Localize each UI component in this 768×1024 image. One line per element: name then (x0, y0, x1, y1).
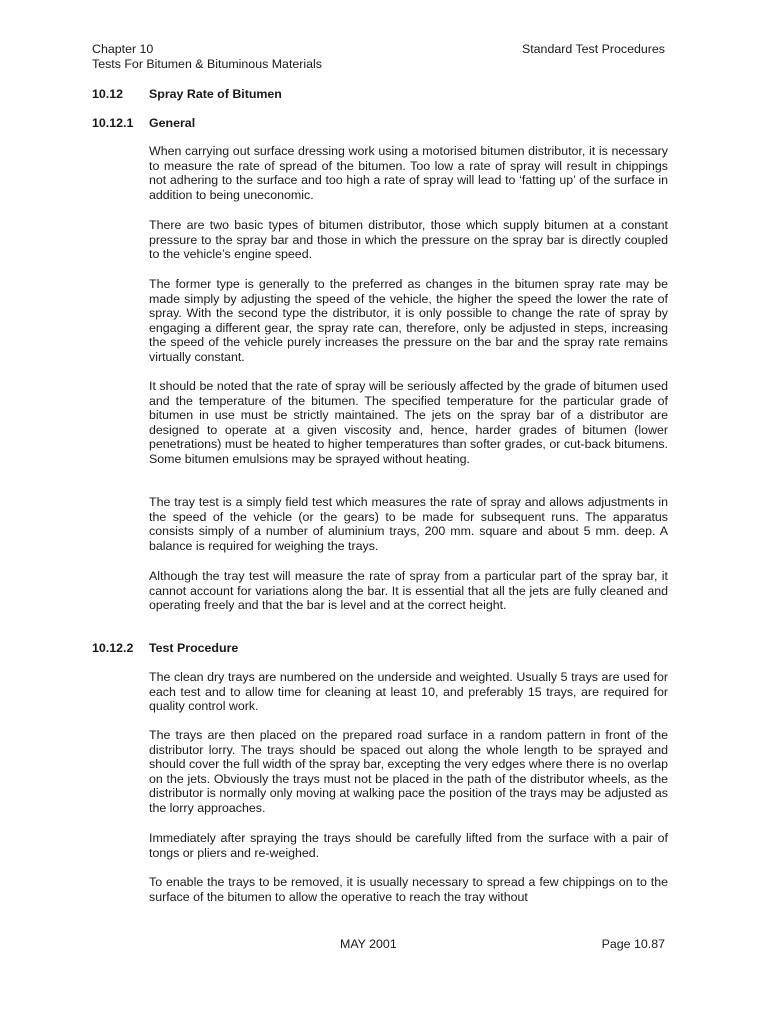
paragraph: It should be noted that the rate of spray will be seriously affected by the grade of bitumen used and the temperature of the bitumen. The specified temperature for the particular grade of bitumen in use must be strictly maintained. The jets on the spray bar of a distributor are designed to operate at a given viscosity and, hence, harder grades of bitumen (lower penetrations) must be heated to higher temperatures than softer grades, or cut-back bitumens. Some bitumen emulsions may be sprayed without heating. (149, 379, 668, 466)
section-title: Test Procedure (149, 641, 239, 655)
section-number: 10.12 (92, 87, 124, 101)
paragraph: There are two basic types of bitumen distributor, those which supply bitumen at a constant pressure to the spray bar and those in which the pressure on the spray bar is directly coupled to the vehicle’s engine speed. (149, 218, 668, 262)
footer-page-number: Page 10.87 (601, 937, 665, 951)
section-title: Spray Rate of Bitumen (149, 87, 282, 101)
section-number: 10.12.1 (92, 116, 134, 130)
section-heading (92, 87, 282, 102)
header-chapter: Chapter 10 (92, 42, 154, 56)
paragraph: The clean dry trays are numbered on the underside and weighted. Usually 5 trays are used for each test and to allow time for cleaning at least 10, and preferably 15 trays, are required for quality control work. (149, 670, 668, 714)
subsection-heading-test-procedure (92, 641, 238, 656)
subsection-heading-general (92, 116, 195, 131)
header-right: Standard Test Procedures (521, 42, 665, 56)
paragraph: Although the tray test will measure the rate of spray from a particular part of the spray bar, it cannot account for variations along the bar. It is essential that all the jets are fully cleaned and operating freely and that the bar is level and at the correct height. (149, 569, 668, 613)
footer-date: MAY 2001 (340, 937, 397, 951)
section-title: General (149, 116, 196, 130)
paragraph: The tray test is a simply field test which measures the rate of spray and allows adjustments in the speed of the vehicle (or the gears) to be made for subsequent runs. The apparatus consists simply of a number of aluminium trays, 200 mm. square and about 5 mm. deep. A balance is required for weighing the trays. (149, 495, 668, 553)
paragraph: The trays are then placed on the prepared road surface in a random pattern in front of the distributor lorry. The trays should be spaced out along the whole length to be sprayed and should cover the full width of the spray bar, excepting the very edges where there is no overlap on the jets. Obviously the trays must not be placed in the path of the distributor wheels, as the distributor is normally only moving at walking pace the position of the trays may be adjusted as the lorry approaches. (149, 728, 668, 815)
paragraph: When carrying out surface dressing work using a motorised bitumen distributor, it is necessary to measure the rate of spread of the bitumen. Too low a rate of spray will result in chippings not adhering to the surface and too high a rate of spray will lead to ‘fatting up’ of the surface in addition to being uneconomic. (149, 144, 668, 202)
section-number: 10.12.2 (92, 641, 134, 655)
paragraph: The former type is generally to the preferred as changes in the bitumen spray rate may be made simply by adjusting the speed of the vehicle, the higher the speed the lower the rate of spray. With the second type the distributor, it is only possible to change the rate of spray by engaging a different gear, the spray rate can, therefore, only be adjusted in steps, increasing the speed of the vehicle purely increases the pressure on the bar and the spray rate remains virtually constant. (149, 277, 668, 364)
header-subtitle: Tests For Bitumen & Bituminous Materials (92, 57, 322, 71)
paragraph: Immediately after spraying the trays should be carefully lifted from the surface with a pair of tongs or pliers and re-weighed. (149, 831, 668, 860)
paragraph: To enable the trays to be removed, it is usually necessary to spread a few chippings on to the surface of the bitumen to allow the operative to reach the tray without (149, 875, 668, 904)
